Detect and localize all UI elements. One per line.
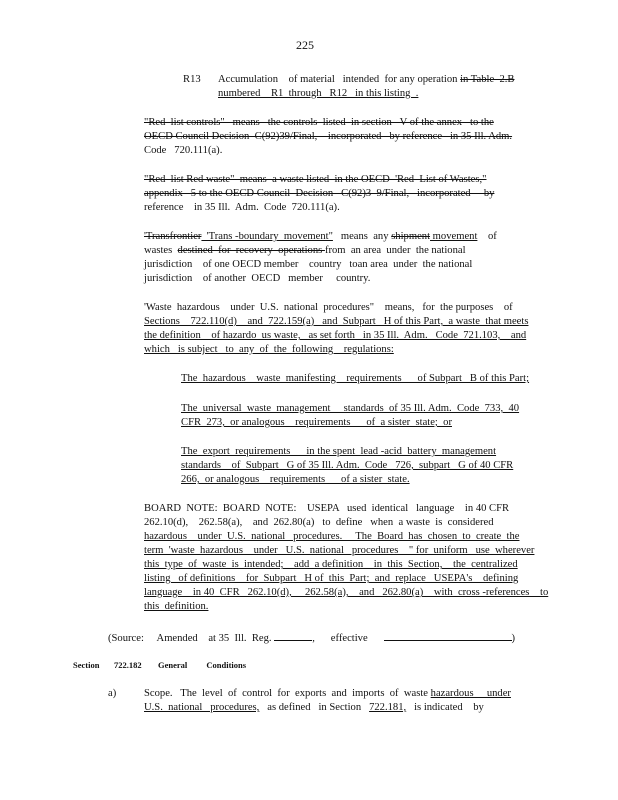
text-line: Scope. The level of control for exports and imports of waste hazardous under — [144, 688, 511, 699]
section-label: Section — [73, 660, 100, 670]
list-item: The hazardous waste manifesting requirements of Subpart B of this Part; — [181, 373, 530, 384]
text-line: "Red list controls" means the controls listed in section V of the annex to the — [144, 117, 494, 128]
text-line: Sections 722.110(d) and 722.159(a) and Subpart H of this Part, a waste that meets — [144, 316, 529, 327]
text-line: OECD Council Decision C(92)39/Final, incorporated by reference in 35 Ill. Adm. — [144, 131, 513, 142]
list-item: The universal waste management standards of 35 Ill. Adm. Code 733, 40 — [181, 403, 520, 414]
list-item: CFR 273, or analogous requirements of a sister state; or — [181, 417, 452, 428]
register-blank — [274, 630, 312, 641]
text-line: term 'waste hazardous under U.S. national procedures " for uniform use wherever — [144, 545, 535, 556]
text-line: 'Waste hazardous under U.S. national procedures" means, for the purposes of — [144, 302, 513, 313]
text-line: this definition. — [144, 601, 209, 612]
text-line: wastes destined for recovery operations from an area under the national — [144, 245, 466, 256]
text-line: jurisdiction of one OECD member country toan area under the national — [144, 259, 473, 270]
text-line: appendix 5 to the OECD Council Decision C(92)3 9/Final, incorporated by — [144, 188, 495, 199]
text-line: this type of waste is intended; add a definition in this Section, the centralized — [144, 559, 518, 570]
text-line: Code 720.111(a). — [144, 145, 223, 156]
text-line: hazardous under U.S. national procedures. The Board has chosen to create the — [144, 531, 520, 542]
section-number: 722.182 — [114, 660, 142, 670]
list-item: The export requirements in the spent lead -acid battery management — [181, 446, 497, 457]
text-line: the definition of hazardo us waste, as set forth in 35 Ill. Adm. Code 721.103, and — [144, 330, 527, 341]
paragraph-marker: a) — [108, 688, 117, 699]
text-line: language in 40 CFR 262.10(d), 262.58(a), and 262.80(a) with cross -references to — [144, 587, 549, 598]
list-item: standards of Subpart G of 35 Ill. Adm. Code 726, subpart G of 40 CFR — [181, 460, 514, 471]
r13-line1: Accumulation of material intended for any operation in Table 2.B — [218, 74, 515, 85]
text-line: U.S. national procedures, as defined in Section 722.181, is indicated by — [144, 702, 484, 713]
r13-line2: numbered R1 through R12 in this listing . — [218, 88, 419, 99]
text-line: BOARD NOTE: BOARD NOTE: USEPA used identical language in 40 CFR — [144, 503, 510, 514]
section-title: General Conditions — [158, 660, 247, 670]
text-line: 262.10(d), 262.58(a), and 262.80(a) to define when a waste is considered — [144, 517, 494, 528]
text-line: reference in 35 Ill. Adm. Code 720.111(a). — [144, 202, 340, 213]
text-line: 'Transfrontier 'Trans -boundary movement" means any shipment movement of — [144, 231, 497, 242]
effective-blank — [384, 630, 512, 641]
text-line: "Red list Red waste" means a waste listed in the OECD 'Red List of Wastes," — [144, 174, 487, 185]
text-line: jurisdiction of another OECD member country. — [144, 273, 371, 284]
page-number: 225 — [296, 38, 314, 52]
text-line: listing of definitions for Subpart H of this Part; and replace USEPA's defining — [144, 573, 519, 584]
source-line: (Source: Amended at 35 Ill. Reg. , effective ) — [108, 630, 515, 644]
list-item: 266, or analogous requirements of a sister state. — [181, 474, 410, 485]
text-line: which is subject to any of the following regulations: — [144, 344, 394, 355]
r13-code: R13 — [183, 74, 201, 85]
